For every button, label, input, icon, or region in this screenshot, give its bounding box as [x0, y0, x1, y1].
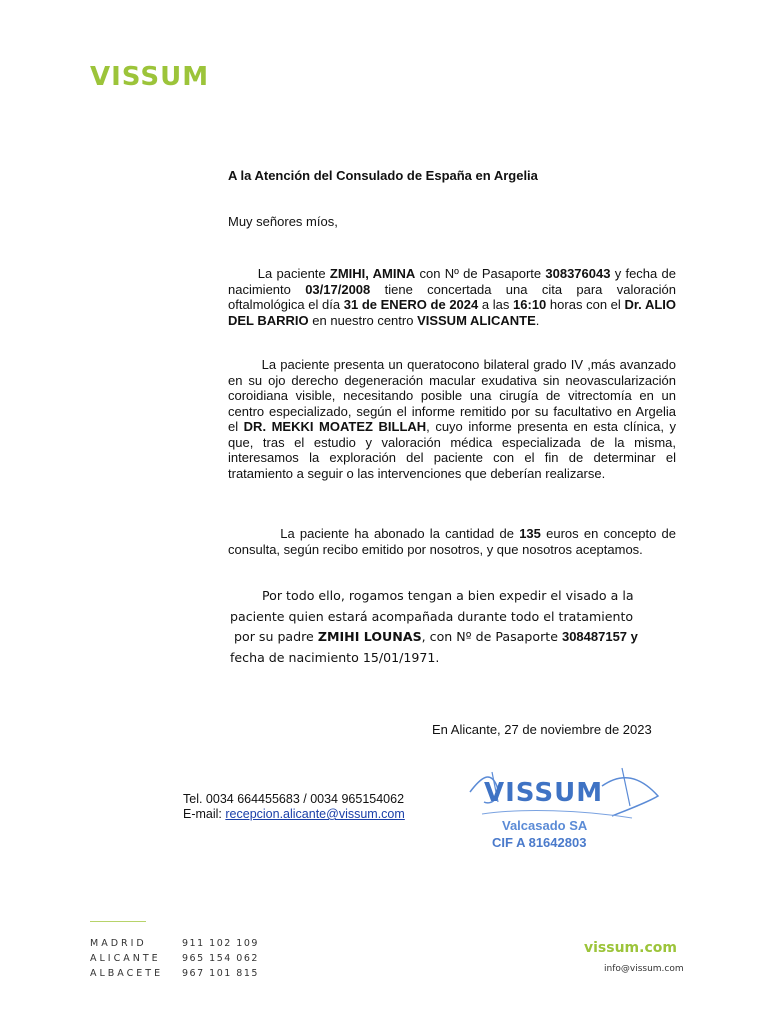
salutation: Muy señores míos, — [228, 214, 338, 229]
visa-line-2: paciente quien estará acompañada durante todo el tratamiento — [230, 608, 634, 624]
payment-amount: 135 — [519, 526, 541, 541]
contact-email-row: E-mail: recepcion.alicante@vissum.com — [183, 807, 405, 821]
patient-birth-date: 03/17/2008 — [305, 281, 371, 297]
vissum-logo: VISSUM — [90, 62, 210, 92]
visa-line-3: por su padre ZMIHI LOUNAS, con Nº de Pasaporte 308487157 y — [234, 629, 638, 644]
payment-paragraph: La paciente ha abonado la cantidad de 135 euros en concepto de consulta, según recibo emitido por nosotros, y que nosotros aceptamos. — [228, 526, 676, 557]
patient-passport: 308376043 — [545, 266, 611, 281]
doctor-name: Dr. ALIO DEL BARRIO — [228, 297, 677, 328]
footer-website: vissum.com — [584, 940, 677, 956]
office-row: ALICANTE 965 154 062 — [90, 953, 259, 964]
office-row: MADRID 911 102 109 — [90, 938, 259, 949]
visa-line-4: fecha de nacimiento 15/01/1971. — [230, 649, 440, 665]
company-stamp — [462, 762, 674, 858]
stamp-company-name: Valcasado SA — [502, 818, 588, 833]
office-row: ALBACETE 967 101 815 — [90, 968, 259, 979]
contact-phone: Tel. 0034 664455683 / 0034 965154062 — [183, 792, 405, 806]
appointment-date: 31 de ENERO de 2024 — [343, 297, 479, 312]
contact-block — [183, 792, 405, 822]
footer-divider — [90, 921, 146, 922]
contact-email-link[interactable]: recepcion.alicante@vissum.com — [225, 807, 405, 821]
stamp-logo: VISSUM — [484, 778, 604, 808]
father-passport: 308487157 y — [561, 629, 638, 644]
office-list — [90, 936, 259, 981]
addressee-heading: A la Atención del Consulado de España en Argelia — [228, 168, 538, 183]
appointment-paragraph: La paciente ZMIHI, AMINA con Nº de Pasaporte 308376043 y fecha de nacimiento 03/17/2008 tiene concertada una cita para valoración oftalmológica el día 31 de ENERO de 2024 a las 16:10 horas con el Dr. ALIO DEL BARRIO en nuestro centro VISSUM ALICANTE. — [228, 266, 677, 328]
footer-email: info@vissum.com — [604, 964, 684, 974]
father-name: ZMIHI LOUNAS — [317, 629, 422, 644]
visa-line-1: Por todo ello, rogamos tengan a bien expedir el visado a la — [262, 588, 634, 603]
date-line: En Alicante, 27 de noviembre de 2023 — [432, 722, 652, 737]
referring-doctor: DR. MEKKI MOATEZ BILLAH — [243, 419, 427, 434]
center-name: VISSUM ALICANTE — [417, 312, 536, 328]
patient-name: ZMIHI, AMINA — [329, 266, 416, 281]
stamp-tax-id: CIF A 81642803 — [492, 835, 587, 850]
appointment-time: 16:10 — [513, 297, 547, 312]
diagnosis-paragraph: La paciente presenta un queratocono bilateral grado IV ,más avanzado en su ojo derecho degeneración macular exudativa sin neovascularización coroidiana visible, necesitando posible una cirugía de vitrectomía en un centro especializado, según el informe remitido por su facultativo en Argelia el DR. MEKKI MOATEZ BILLAH, cuyo informe presenta en esta clínica, y que, tras el estudio y valoración médica especializada de la misma, interesamos la exploración del paciente con el fin de determinar el tratamiento a seguir o las intervenciones que deberían realizarse. — [228, 357, 676, 481]
visa-request-paragraph — [230, 586, 652, 668]
